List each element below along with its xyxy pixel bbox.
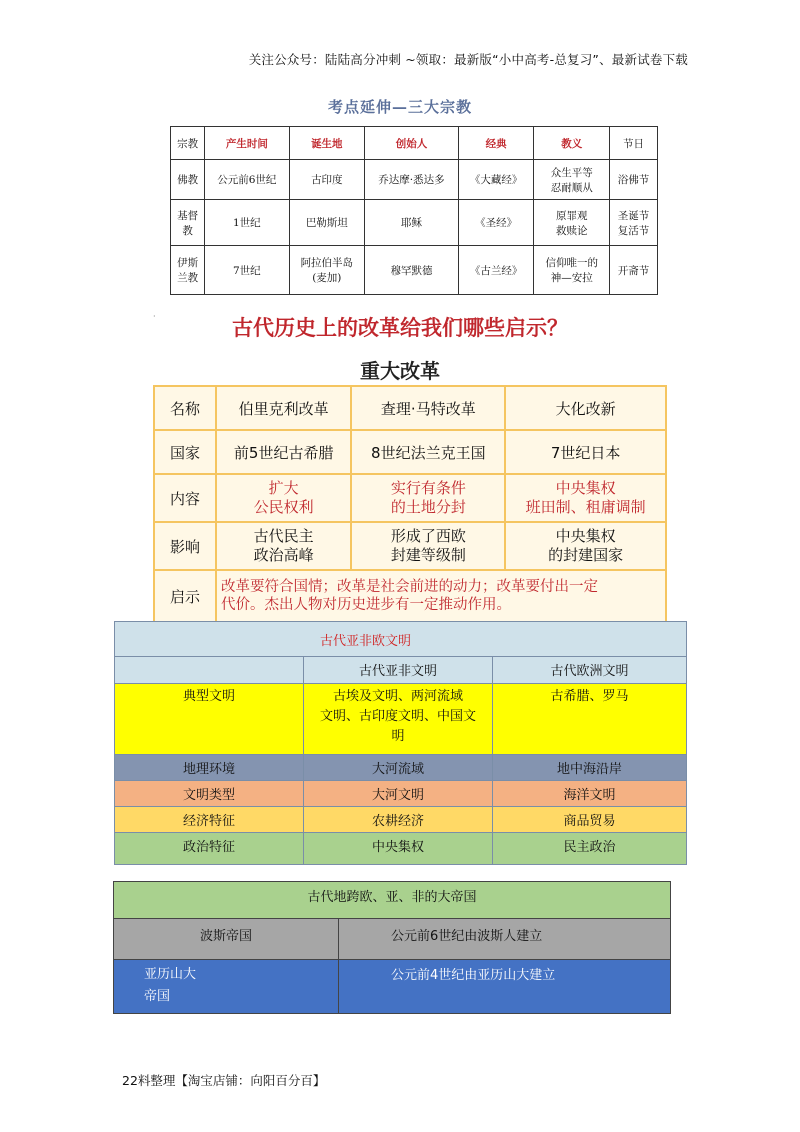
religion-name: 伊斯 兰教 (171, 246, 205, 295)
table-row (115, 684, 687, 755)
religion-time: 1世纪 (205, 200, 289, 246)
col-doctrine: 教义 (534, 127, 610, 160)
europe-value: 商品贸易 (493, 807, 687, 833)
reforms-table (153, 385, 667, 623)
table-row (115, 755, 687, 781)
row-label-content: 内容 (154, 474, 216, 522)
row-label: 地理环境 (115, 755, 304, 781)
reforms-inspiration-row (154, 570, 666, 622)
reforms-subtitle: 重大改革 (360, 359, 440, 383)
civilizations-table (114, 621, 687, 865)
reform-inspiration: 改革要符合国情；改革是社会前进的动力；改革要付出一定 代价。杰出人物对历史进步有一定推动作用。 (216, 570, 666, 622)
reforms-name-row (154, 386, 666, 430)
asia-value: 大河文明 (304, 781, 493, 807)
table-row (171, 246, 658, 295)
religion-time: 7世纪 (205, 246, 289, 295)
europe-value: 民主政治 (493, 833, 687, 865)
reform-impact: 中央集权 的封建国家 (505, 522, 666, 570)
religion-name: 基督 教 (171, 200, 205, 246)
page-header: 关注公众号：陆陆高分冲刺 ~领取：最新版“小中高考-总复习”、最新试卷下载 (248, 52, 688, 67)
reform-content: 实行有条件 的土地分封 (351, 474, 505, 522)
religion-doctrine: 信仰唯一的 神—安拉 (534, 246, 610, 295)
col-scripture: 经典 (458, 127, 534, 160)
table-row (171, 200, 658, 246)
table-row (114, 919, 671, 960)
table-row (115, 807, 687, 833)
reforms-impact-row (154, 522, 666, 570)
empire-desc: 公元前4世纪由亚历山大建立 (339, 960, 671, 1014)
empires-title-row (114, 882, 671, 919)
reform-country: 8世纪法兰克王国 (351, 430, 505, 474)
asia-value: 古埃及文明、两河流域 文明、古印度文明、中国文 明 (304, 684, 493, 755)
reform-impact: 古代民主 政治高峰 (216, 522, 351, 570)
col-founder: 创始人 (365, 127, 459, 160)
reform-country: 前5世纪古希腊 (216, 430, 351, 474)
civilizations-header-row (115, 657, 687, 684)
empires-table (113, 881, 671, 1014)
table-row (171, 160, 658, 200)
reform-name: 查理·马特改革 (351, 386, 505, 430)
page-footer: 22料整理【淘宝店铺：向阳百分百】 (122, 1073, 326, 1088)
religion-founder: 穆罕默德 (365, 246, 459, 295)
religion-scripture: 《圣经》 (458, 200, 534, 246)
europe-value: 海洋文明 (493, 781, 687, 807)
col-asia-africa: 古代亚非文明 (304, 657, 493, 684)
asia-value: 中央集权 (304, 833, 493, 865)
header-blank (115, 657, 304, 684)
religion-doctrine: 原罪观 救赎论 (534, 200, 610, 246)
religion-name: 佛教 (171, 160, 205, 200)
religion-place: 古印度 (289, 160, 365, 200)
row-label-inspiration: 启示 (154, 570, 216, 622)
religion-festival: 圣诞节 复活节 (609, 200, 657, 246)
empires-title: 古代地跨欧、亚、非的大帝国 (114, 882, 671, 919)
religions-header-row (171, 127, 658, 160)
empire-desc: 公元前6世纪由波斯人建立 (339, 919, 671, 960)
religion-time: 公元前6世纪 (205, 160, 289, 200)
reforms-question: 古代历史上的改革给我们哪些启示？ (232, 316, 568, 340)
row-label: 文明类型 (115, 781, 304, 807)
row-label-name: 名称 (154, 386, 216, 430)
reforms-content-row (154, 474, 666, 522)
reform-impact: 形成了西欧 封建等级制 (351, 522, 505, 570)
col-europe: 古代欧洲文明 (493, 657, 687, 684)
reform-name: 大化改新 (505, 386, 666, 430)
row-label: 典型文明 (115, 684, 304, 755)
civilizations-title-row (115, 622, 687, 657)
europe-value: 古希腊、罗马 (493, 684, 687, 755)
civilizations-title: 古代亚非欧文明 (115, 622, 687, 657)
row-label-impact: 影响 (154, 522, 216, 570)
table-row (115, 781, 687, 807)
col-place: 诞生地 (289, 127, 365, 160)
col-festival: 节日 (609, 127, 657, 160)
religion-doctrine: 众生平等 忍耐顺从 (534, 160, 610, 200)
stray-dot: · (153, 312, 156, 321)
religion-founder: 耶稣 (365, 200, 459, 246)
empire-name: 亚历山大 帝国 (114, 960, 339, 1014)
col-time: 产生时间 (205, 127, 289, 160)
row-label: 经济特征 (115, 807, 304, 833)
empire-name: 波斯帝国 (114, 919, 339, 960)
reform-name: 伯里克利改革 (216, 386, 351, 430)
table-row (115, 833, 687, 865)
europe-value: 地中海沿岸 (493, 755, 687, 781)
row-label: 政治特征 (115, 833, 304, 865)
religion-festival: 开斋节 (609, 246, 657, 295)
religion-festival: 浴佛节 (609, 160, 657, 200)
reform-country: 7世纪日本 (505, 430, 666, 474)
religion-place: 巴勒斯坦 (289, 200, 365, 246)
table-row (114, 960, 671, 1014)
religions-table (170, 126, 658, 295)
religions-title: 考点延伸—三大宗教 (327, 98, 472, 116)
row-label-country: 国家 (154, 430, 216, 474)
religion-founder: 乔达摩·悉达多 (365, 160, 459, 200)
asia-value: 农耕经济 (304, 807, 493, 833)
religion-place: 阿拉伯半岛 (麦加) (289, 246, 365, 295)
religion-scripture: 《大藏经》 (458, 160, 534, 200)
reform-content: 扩大 公民权利 (216, 474, 351, 522)
col-religion: 宗教 (171, 127, 205, 160)
reforms-country-row (154, 430, 666, 474)
asia-value: 大河流域 (304, 755, 493, 781)
reform-content: 中央集权 班田制、租庸调制 (505, 474, 666, 522)
religion-scripture: 《古兰经》 (458, 246, 534, 295)
